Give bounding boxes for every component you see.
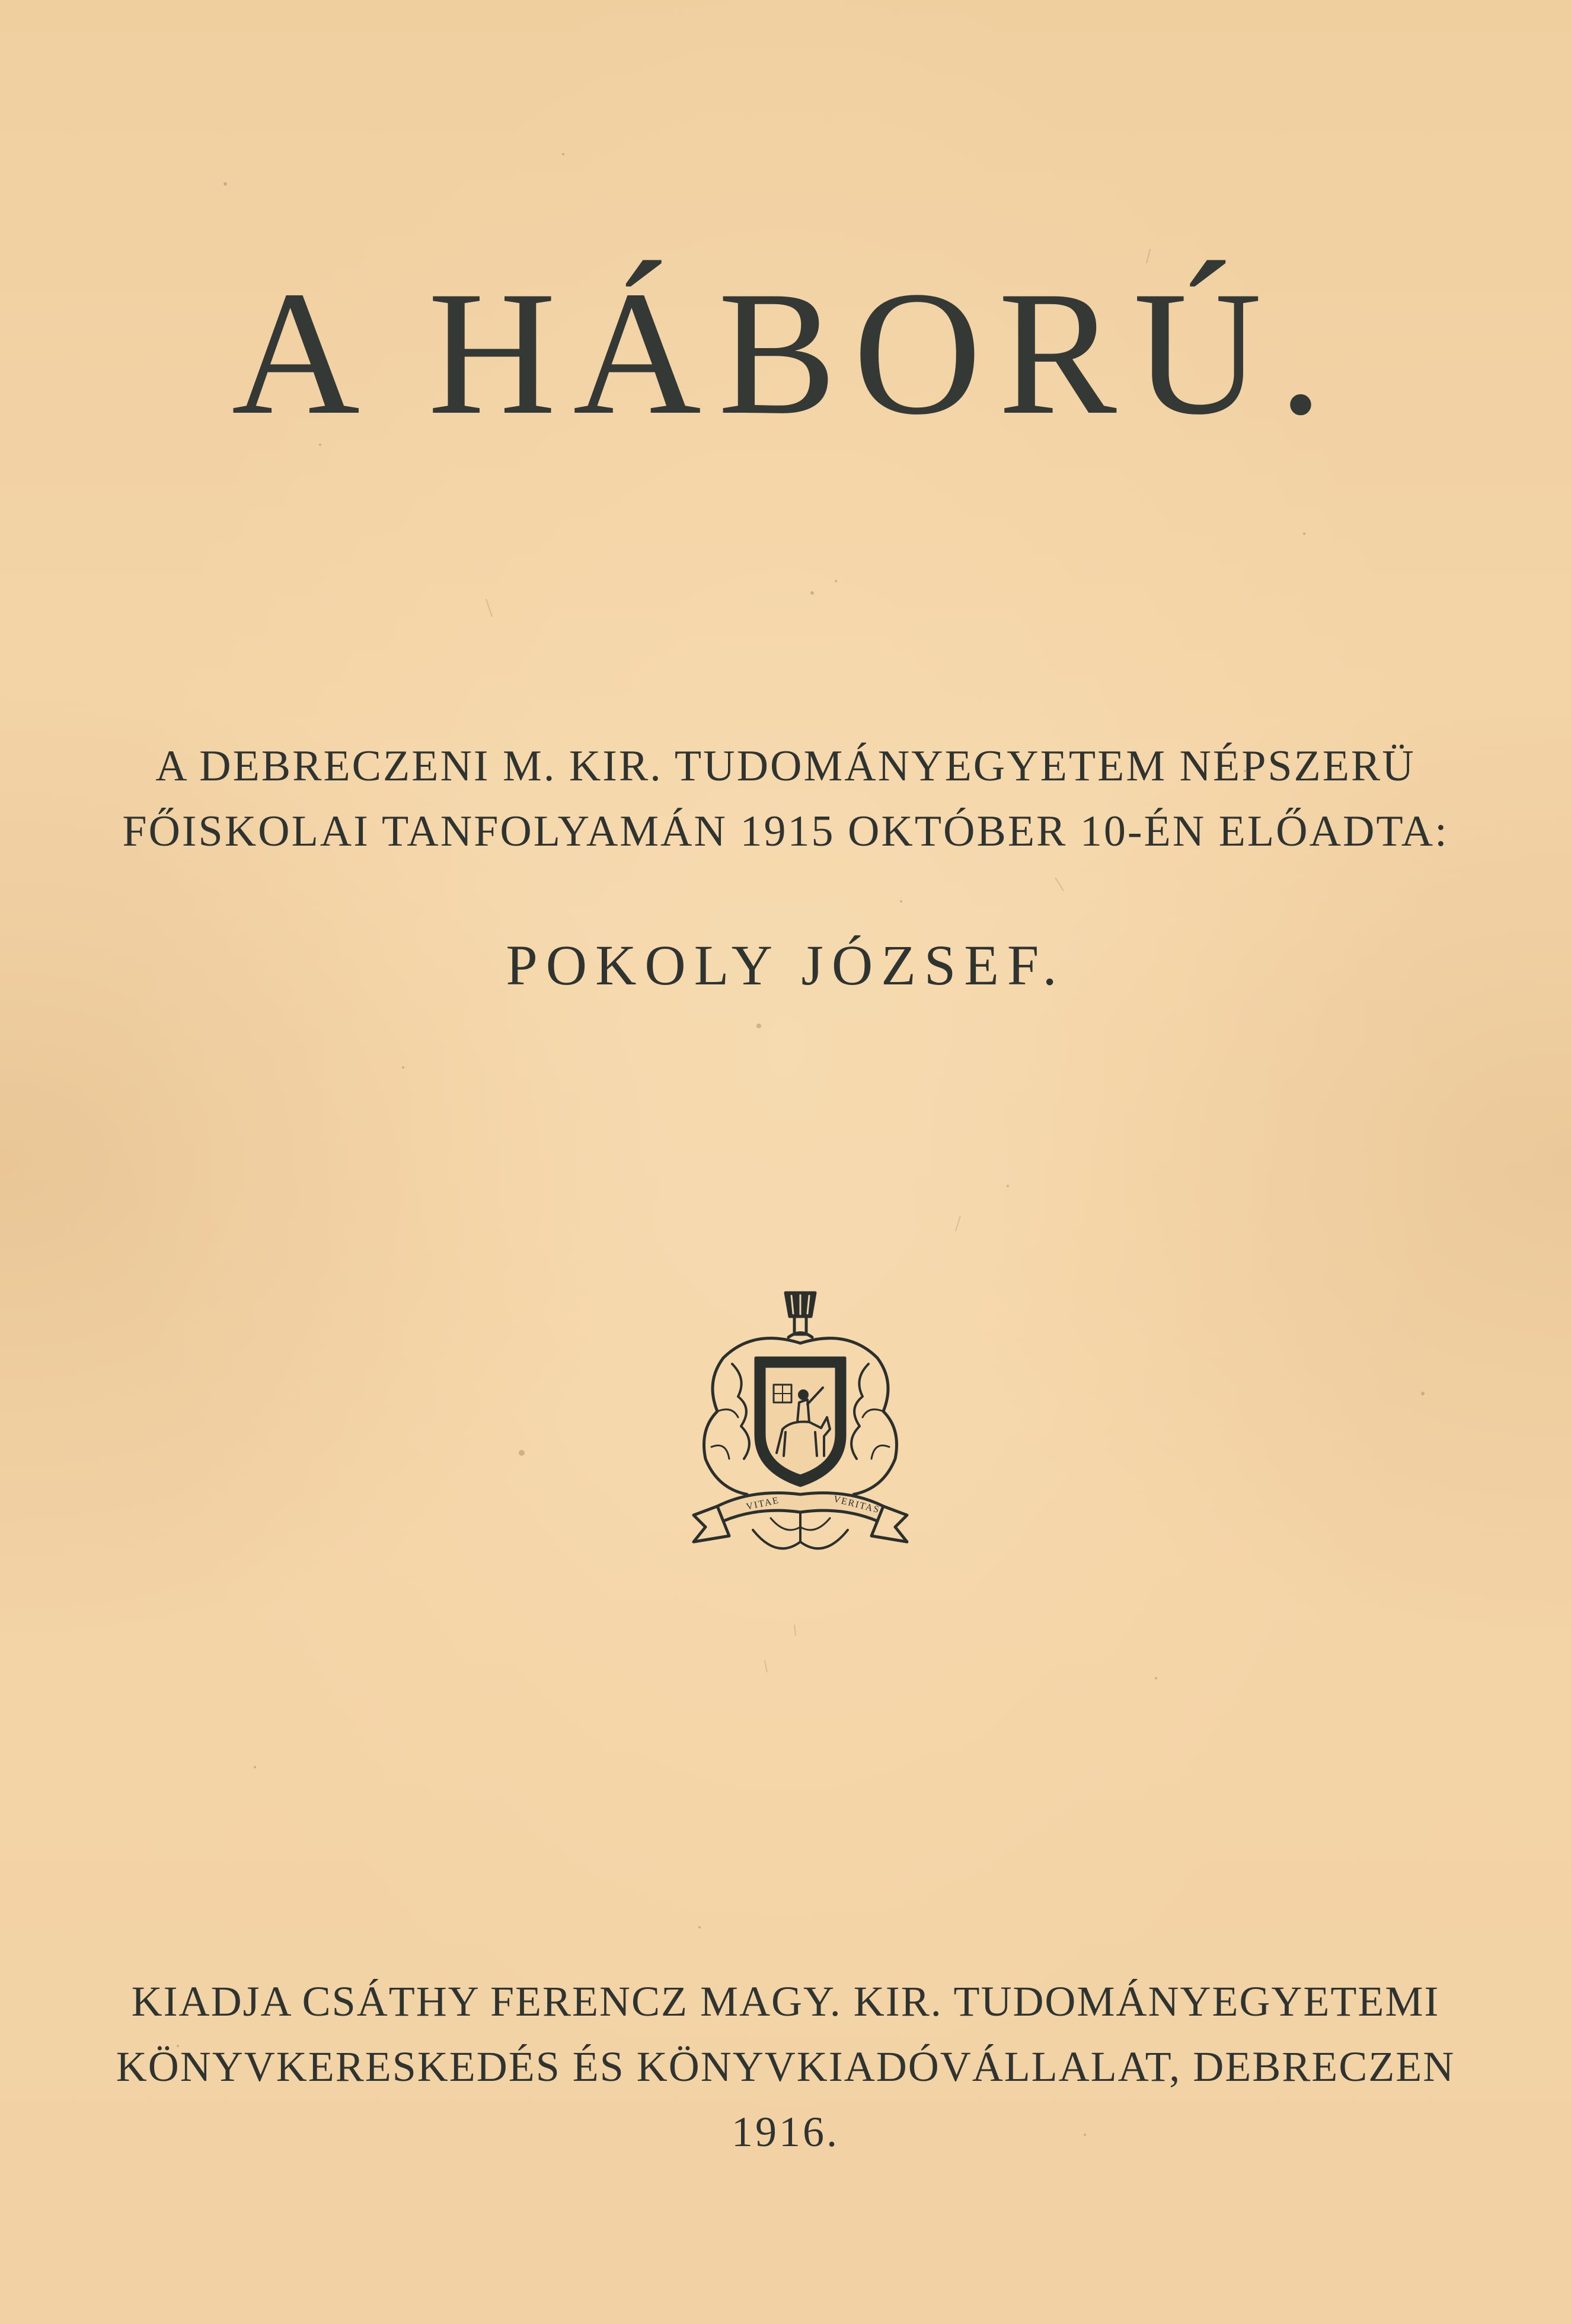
svg-text:VERITAS: VERITAS — [832, 1494, 882, 1516]
publisher-line-1: KIADJA CSÁTHY FERENCZ MAGY. KIR. TUDOMÁNYEGYETEMI — [131, 1978, 1440, 2025]
svg-text:VITAE: VITAE — [745, 1495, 781, 1512]
author-name: POKOLY JÓZSEF. — [506, 933, 1065, 997]
coat-of-arms-emblem — [682, 1281, 919, 1577]
subtitle-line-1: A DEBRECZENI M. KIR. TUDOMÁNYEGYETEM NÉPSZERÜ — [155, 742, 1416, 790]
subtitle-line-2: FŐISKOLAI TANFOLYAMÁN 1915 OKTÓBER 10-ÉN ELŐADTA: — [122, 807, 1449, 856]
book-title: A HÁBORÚ. — [231, 254, 1340, 451]
publisher-line-2: KÖNYVKERESKEDÉS ÉS KÖNYVKIADÓVÁLLALAT, DEBRECZEN — [116, 2043, 1455, 2090]
publication-year: 1916. — [732, 2108, 839, 2156]
